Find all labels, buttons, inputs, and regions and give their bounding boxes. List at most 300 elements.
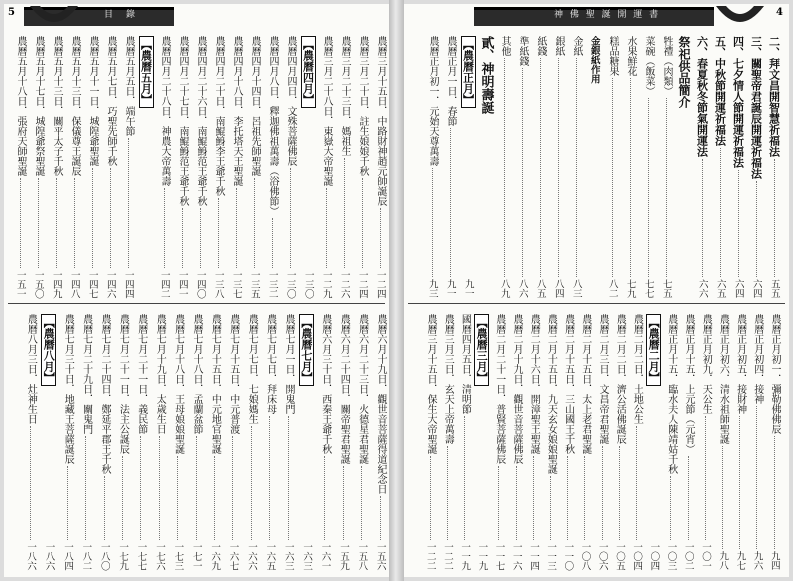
toc-entry-title: 祭祀供品簡介 (677, 36, 691, 108)
toc-entry (317, 314, 333, 570)
toc-entry-title: 農曆五月十三日．保儀尊王誕辰 (69, 36, 80, 176)
toc-entry-title: 農曆四月十八日．李托塔天王聖誕 (231, 36, 242, 186)
toc-entry-title: 農曆正月初一．元始天尊萬壽 (427, 36, 438, 166)
toc-entry (577, 314, 593, 570)
toc-entry-title: 六、春夏秋冬節氣開運法 (695, 36, 709, 157)
leader-dots (522, 68, 523, 277)
toc-entry-title: 農曆二月二日．濟公活佛誕辰 (614, 314, 626, 444)
leader-dots (464, 416, 465, 540)
toc-entry-title: 農曆二月二十一日．普賢菩薩佛辰 (493, 314, 505, 464)
toc-page-number: 一六一 (319, 541, 331, 570)
toc-entry (550, 36, 566, 298)
toc-page-number: 一六七 (227, 541, 239, 570)
toc-entry-title: 【農曆八月】 (41, 314, 56, 386)
toc-entry (84, 36, 100, 298)
toc-page-number: 一七三 (172, 541, 184, 570)
toc-entry (663, 314, 679, 570)
toc-page-number: 一六六 (245, 541, 257, 570)
leader-dots (218, 198, 219, 268)
toc-entry-title: 農曆七月十五日．中元地官聖誕 (209, 314, 221, 454)
toc-entry-title: 農曆三月三日．玄天上帝萬壽 (442, 314, 454, 444)
leader-dots (722, 446, 723, 549)
right-header (404, 4, 789, 26)
toc-entry-title: 農曆六月十九日．觀世音菩薩得道紀念日 (375, 314, 386, 494)
leader-dots (612, 78, 613, 277)
toc-entry-title: 農曆四月十四日．呂祖先師聖誕 (249, 36, 260, 176)
toc-page-number: 九一 (462, 279, 474, 298)
toc-page-number: 九三 (426, 279, 438, 298)
toc-entry-title: 農曆二月二日．土地公生 (631, 314, 643, 424)
month-heading (646, 314, 662, 570)
toc-entry-title: 農曆三月十五日．保生大帝聖誕 (425, 314, 436, 454)
toc-page-number: 一三二 (266, 269, 278, 298)
toc-entry (604, 36, 620, 298)
left-bottom-list (4, 314, 389, 570)
toc-page-number: 一一九 (476, 541, 488, 570)
leader-dots (584, 456, 585, 540)
toc-entry (372, 36, 388, 298)
leader-dots (774, 436, 775, 549)
leader-dots (214, 456, 215, 540)
toc-entry (628, 314, 644, 570)
toc-entry-title: 金紙 (571, 36, 582, 56)
month-heading (138, 36, 154, 298)
toc-page-number: 一八四 (61, 541, 73, 570)
toc-entry-title: 農曆正月初九．天公生 (700, 314, 712, 414)
toc-page-number: 一五八 (356, 541, 368, 570)
toc-page-number: 六六 (696, 279, 708, 298)
leader-dots (702, 159, 703, 277)
leader-dots (196, 436, 197, 540)
month-heading (460, 36, 476, 298)
toc-page-number: 一四四 (122, 269, 134, 298)
toc-entry-title: 【農曆二月】 (646, 314, 661, 386)
toc-entry (439, 314, 455, 570)
month-heading (298, 314, 314, 570)
toc-page-number: 一〇四 (648, 541, 660, 570)
toc-entry (335, 314, 351, 570)
leader-dots (290, 168, 291, 268)
toc-page-number: 一二四 (356, 269, 368, 298)
toc-entry-title: 農曆七月七日．七娘媽生 (246, 314, 258, 424)
leader-dots (516, 466, 517, 540)
toc-entry (622, 36, 638, 298)
leader-dots (380, 208, 381, 268)
toc-entry-title: 農曆五月七日．巧聖先師千秋 (105, 36, 116, 166)
leader-dots (324, 456, 325, 540)
toc-entry (264, 36, 280, 298)
toc-entry-title: 銀紙 (553, 36, 564, 56)
toc-entry (611, 314, 627, 570)
toc-entry (560, 314, 576, 570)
toc-page-number: 一一六 (510, 541, 522, 570)
leader-dots (159, 436, 160, 540)
toc-page-number: 八三 (570, 279, 582, 298)
toc-entry (496, 36, 512, 298)
toc-entry (714, 314, 730, 570)
leader-dots (251, 426, 252, 540)
leader-dots (705, 416, 706, 540)
toc-entry (262, 314, 278, 570)
toc-entry (732, 314, 748, 570)
toc-entry (508, 314, 524, 570)
month-heading (41, 314, 57, 570)
toc-page-number: 一三〇 (284, 269, 296, 298)
toc-page-number: 一六九 (209, 541, 221, 570)
left-header (4, 4, 389, 26)
toc-page-number: 九一 (444, 279, 456, 298)
toc-page-number: 一八六 (25, 541, 37, 570)
toc-entry-title: 農曆五月五日．端午節 (123, 36, 134, 136)
toc-page-number: 一一四 (527, 541, 539, 570)
leader-dots (567, 456, 568, 540)
toc-page-number: 八二 (606, 279, 618, 298)
leader-dots (533, 456, 534, 540)
toc-entry-title: 糕品糖果 (607, 36, 618, 76)
leader-dots (104, 476, 105, 540)
leader-dots (550, 476, 551, 540)
leader-dots (38, 178, 39, 268)
leader-dots (122, 456, 123, 540)
toc-entry (318, 36, 334, 298)
toc-entry-title: 農曆五月十一日．城隍爺聖誕 (87, 36, 98, 166)
toc-entry-title: 農曆七月二十一日．法主公誕辰 (117, 314, 129, 454)
toc-entry (697, 314, 713, 570)
toc-page-number: 一一七 (493, 541, 505, 570)
toc-page-number: 一〇六 (596, 541, 608, 570)
toc-entry-title: 國曆四月五日．清明節 (459, 314, 471, 414)
toc-page-number: 一六三 (301, 541, 313, 570)
toc-entry (174, 36, 190, 298)
leader-dots (738, 170, 739, 277)
leader-dots (326, 188, 327, 268)
toc-page-number: 一四九 (50, 269, 62, 298)
toc-page-number: 一四七 (86, 269, 98, 298)
toc-entry-title: 農曆正月初六．清水祖師聖誕 (717, 314, 729, 444)
toc-heading (478, 36, 494, 298)
toc-entry-title: 貳、神明壽誕 (478, 36, 494, 114)
toc-page-number: 一三五 (248, 269, 260, 298)
toc-page-number: 一四二 (158, 269, 170, 298)
leader-dots (670, 476, 671, 540)
toc-entry (96, 314, 112, 570)
toc-entry-title: 農曆正月一日．春節 (445, 36, 456, 126)
toc-entry-title: 準紙錢 (517, 36, 528, 66)
toc-entry (282, 36, 298, 298)
toc-entry (59, 314, 75, 570)
leader-dots (756, 406, 757, 549)
toc-page-number: 一三八 (212, 269, 224, 298)
toc-page-number: 一四六 (104, 269, 116, 298)
toc-entry (114, 314, 130, 570)
toc-entry-title: 農曆正月十五．臨水夫人陳靖姑千秋 (665, 314, 677, 474)
leader-dots (232, 436, 233, 540)
toc-entry (640, 36, 656, 298)
toc-page-number: 一一三 (545, 541, 557, 570)
leader-dots (67, 466, 68, 540)
toc-page-number: 一三〇 (302, 269, 314, 298)
toc-entry-title: 農曆四月二十六日．南鯤鯓范王爺千秋 (195, 36, 206, 206)
leader-dots (343, 466, 344, 540)
leader-dots (110, 168, 111, 268)
leader-dots (739, 416, 740, 549)
toc-entry-title: 農曆二月十五日．太上老君聖誕 (579, 314, 591, 454)
leader-dots (85, 436, 86, 540)
toc-page-number: 一〇八 (579, 541, 591, 570)
toc-entry-title: 農曆二月十九日．觀世音菩薩佛辰 (511, 314, 522, 464)
right-bottom-list (404, 314, 789, 570)
toc-page-number: 一五六 (374, 541, 386, 570)
toc-entry-title: 【農曆三月】 (474, 314, 489, 386)
toc-entry-title: 牲禮（肉類） (661, 36, 672, 96)
toc-page-number: 七五 (660, 279, 672, 298)
toc-page-number: 一〇四 (631, 541, 643, 570)
toc-entry-title: 【農曆七月】 (299, 314, 314, 386)
toc-page-number: 一六五 (264, 541, 276, 570)
right-page-number: 4 (776, 7, 783, 18)
toc-heading (694, 36, 710, 298)
toc-page-number: 七七 (642, 279, 654, 298)
toc-entry (532, 36, 548, 298)
leader-dots (540, 58, 541, 277)
month-heading (300, 36, 316, 298)
leader-dots (92, 168, 93, 268)
toc-entry-title: 農曆七月十九日．太歲生日 (154, 314, 166, 434)
toc-entry-title: 農曆正月十五．上元節（元宵） (683, 314, 694, 454)
toc-page-number: 一六三 (282, 541, 294, 570)
toc-page-number: 一〇二 (682, 541, 694, 570)
left-top-list (4, 36, 389, 298)
left-page-number: 5 (8, 7, 15, 18)
ornament-icon (714, 4, 766, 34)
leader-dots (236, 188, 237, 268)
toc-page-number: 一一〇 (562, 541, 574, 570)
leader-dots (20, 178, 21, 268)
toc-entry-title: 四、七夕情人節開運祈福法 (731, 36, 745, 168)
toc-page-number: 一八〇 (98, 541, 110, 570)
toc-page-number: 一三七 (230, 269, 242, 298)
toc-entry (514, 36, 530, 298)
leader-dots (558, 58, 559, 277)
toc-page-number: 一七九 (117, 541, 129, 570)
toc-page-number: 一二二 (441, 541, 453, 570)
leader-dots (619, 446, 620, 540)
toc-entry-title: 三、關聖帝君誕辰開運祈福法 (749, 36, 763, 179)
toc-entry (225, 314, 241, 570)
right-page (404, 4, 789, 577)
toc-entry (442, 36, 458, 298)
toc-page-number: 六五 (714, 279, 726, 298)
leader-dots (128, 138, 129, 268)
toc-entry (188, 314, 204, 570)
right-top-list (404, 36, 789, 298)
toc-entry (568, 36, 584, 298)
leader-dots (362, 178, 363, 268)
toc-entry (246, 36, 262, 298)
toc-entry-title: 農曆三月二十八日．東嶽大帝聖誕 (321, 36, 332, 186)
leader-dots (177, 456, 178, 540)
toc-entry (151, 314, 167, 570)
leader-dots (576, 58, 577, 277)
toc-entry (372, 314, 388, 570)
toc-page-number: 五五 (768, 279, 780, 298)
toc-page-number: 一八六 (43, 541, 55, 570)
leader-dots (666, 98, 667, 277)
leader-dots (56, 178, 57, 268)
toc-entry-title: 水果鮮花 (625, 36, 636, 76)
toc-entry (206, 314, 222, 570)
toc-page-number: 八九 (498, 279, 510, 298)
toc-entry (48, 36, 64, 298)
toc-entry-title: 農曆四月四日．文殊菩薩佛辰 (285, 36, 296, 166)
toc-entry (66, 36, 82, 298)
toc-entry-title: 農曆七月七日．拜床母 (264, 314, 276, 414)
toc-entry (456, 314, 472, 570)
toc-entry-title: 農曆七月十八日．王母娘娘聖誕 (172, 314, 184, 454)
toc-entry-title: 菜碗（飯菜） (643, 36, 654, 96)
toc-entry-title: 農曆四月二十七日．南鯤鯓范王爺千秋 (177, 36, 188, 206)
leader-dots (288, 416, 289, 540)
toc-entry (766, 314, 782, 570)
book-gutter (389, 0, 404, 581)
toc-page-number: 一二九 (320, 269, 332, 298)
toc-entry (156, 36, 172, 298)
leader-dots (447, 446, 448, 540)
leader-dots (269, 416, 270, 540)
toc-entry-title: 農曆五月十三日．關平太子千秋 (51, 36, 62, 176)
toc-entry-title: 金銀紙作用 (588, 36, 600, 84)
toc-entry-title: 農曆七月十八日．孟蘭盆節 (191, 314, 202, 434)
toc-entry-title: 二、拜文昌開智慧祈福法 (767, 36, 781, 157)
month-heading (474, 314, 490, 570)
toc-entry-title: 農曆二月十五日．三山國王千秋 (562, 314, 574, 454)
leader-dots (164, 188, 165, 268)
toc-page-number: 八四 (552, 279, 564, 298)
toc-entry (78, 314, 94, 570)
toc-entry-title: 農曆六月三十日．西秦王爺千秋 (319, 314, 331, 454)
toc-entry (12, 36, 28, 298)
toc-page-number: 一〇五 (613, 541, 625, 570)
leader-dots (361, 466, 362, 540)
toc-entry-title: 農曆二月三日．文昌帝君聖誕 (597, 314, 608, 444)
leader-dots (450, 128, 451, 277)
toc-entry (170, 314, 186, 570)
toc-entry (120, 36, 136, 298)
left-header-title: 目 錄 (104, 10, 138, 20)
toc-page-number: 九七 (734, 551, 746, 570)
toc-entry (228, 36, 244, 298)
leader-dots (720, 148, 721, 277)
toc-entry-title: 【農曆四月】 (301, 36, 316, 108)
toc-page-number: 一四八 (68, 269, 80, 298)
toc-page-number: 一〇三 (665, 541, 677, 570)
toc-page-number: 一二六 (338, 269, 350, 298)
toc-entry-title: 農曆正月初五．接財神 (734, 314, 746, 414)
toc-page-number: 一二四 (374, 269, 386, 298)
toc-entry-title: 農曆六月二十四日．關帝聖君聖誕 (338, 314, 350, 464)
toc-entry (680, 314, 696, 570)
toc-entry-title: 農曆七月一日．開鬼門 (283, 314, 294, 414)
toc-page-number: 一五一 (14, 269, 26, 298)
toc-heading (730, 36, 746, 298)
toc-entry (749, 314, 765, 570)
toc-page-number: 一五九 (337, 541, 349, 570)
toc-entry (354, 314, 370, 570)
toc-page-number: 六四 (732, 279, 744, 298)
toc-entry (491, 314, 507, 570)
toc-entry (102, 36, 118, 298)
toc-entry-title: 農曆二月十六日．開漳聖王聖誕 (528, 314, 540, 454)
leader-dots (272, 218, 273, 268)
leader-dots (182, 208, 183, 268)
toc-page-number: 九六 (751, 551, 763, 570)
leader-dots (774, 159, 775, 277)
toc-entry (354, 36, 370, 298)
leader-dots (140, 436, 141, 540)
toc-entry-title: 農曆五月十八日．張府天師聖誕 (15, 36, 26, 176)
toc-page-number: 七九 (624, 279, 636, 298)
leader-dots (648, 98, 649, 277)
toc-entry (133, 314, 149, 570)
toc-page-number: 一一九 (459, 541, 471, 570)
toc-entry-title: 農曆正月初一．彌勒佛佛辰 (769, 314, 780, 434)
toc-entry (30, 36, 46, 298)
toc-entry-title: 農曆六月二十三日．火德星君聖誕 (356, 314, 368, 464)
toc-entry-title: 農曆八月三日．灶神生日 (25, 314, 37, 424)
toc-entry-title: 【農曆五月】 (139, 36, 154, 108)
right-header-title: 神 佛 聖 誕 開 運 書 (554, 10, 661, 20)
leader-dots (254, 178, 255, 268)
toc-entry-title: 農曆四月二十八日．神農大帝萬壽 (159, 36, 170, 186)
toc-page-number: 六四 (750, 279, 762, 298)
toc-page-number: 一七六 (153, 541, 165, 570)
left-page (4, 4, 389, 577)
leader-dots (380, 496, 381, 540)
toc-entry (542, 314, 558, 570)
toc-heading (676, 36, 692, 298)
toc-entry-title: 其他 (499, 36, 510, 56)
toc-heading (748, 36, 764, 298)
toc-entry-title: 農曆四月二十日．南鯤鯓李王爺千秋 (213, 36, 224, 196)
toc-entry-title: 農曆二月十五日．九天玄女娘娘聖誕 (545, 314, 557, 474)
leader-dots (602, 446, 603, 540)
toc-entry-title: 農曆七月二十九日．關鬼門 (80, 314, 92, 434)
toc-entry (210, 36, 226, 298)
toc-entry-title: 農曆三月二十三日．媽祖生 (339, 36, 350, 156)
toc-entry-title: 農曆四月八日．釋迦佛祖萬壽（浴佛節） (267, 36, 278, 216)
toc-heading (712, 36, 728, 298)
toc-entry (658, 36, 674, 298)
toc-entry-title: 【農曆正月】 (461, 36, 476, 108)
leader-dots (200, 208, 201, 268)
toc-page-number: 一五〇 (32, 269, 44, 298)
toc-page-number: 八五 (534, 279, 546, 298)
toc-entry-title: 農曆三月二十日．註生娘娘千秋 (357, 36, 368, 176)
leader-dots (498, 466, 499, 540)
toc-page-number: 一二二 (424, 541, 436, 570)
toc-entry (192, 36, 208, 298)
toc-entry-title: 農曆正月初四．接神 (751, 314, 763, 404)
toc-page-number: 一〇一 (699, 541, 711, 570)
toc-entry-title: 農曆三月十五日．中路財神趙元帥誕辰 (375, 36, 386, 206)
leader-dots (432, 168, 433, 277)
right-divider (408, 303, 785, 304)
toc-entry (422, 314, 438, 570)
leader-dots (504, 58, 505, 277)
toc-entry (243, 314, 259, 570)
toc-entry (594, 314, 610, 570)
toc-page-number: 一七一 (190, 541, 202, 570)
